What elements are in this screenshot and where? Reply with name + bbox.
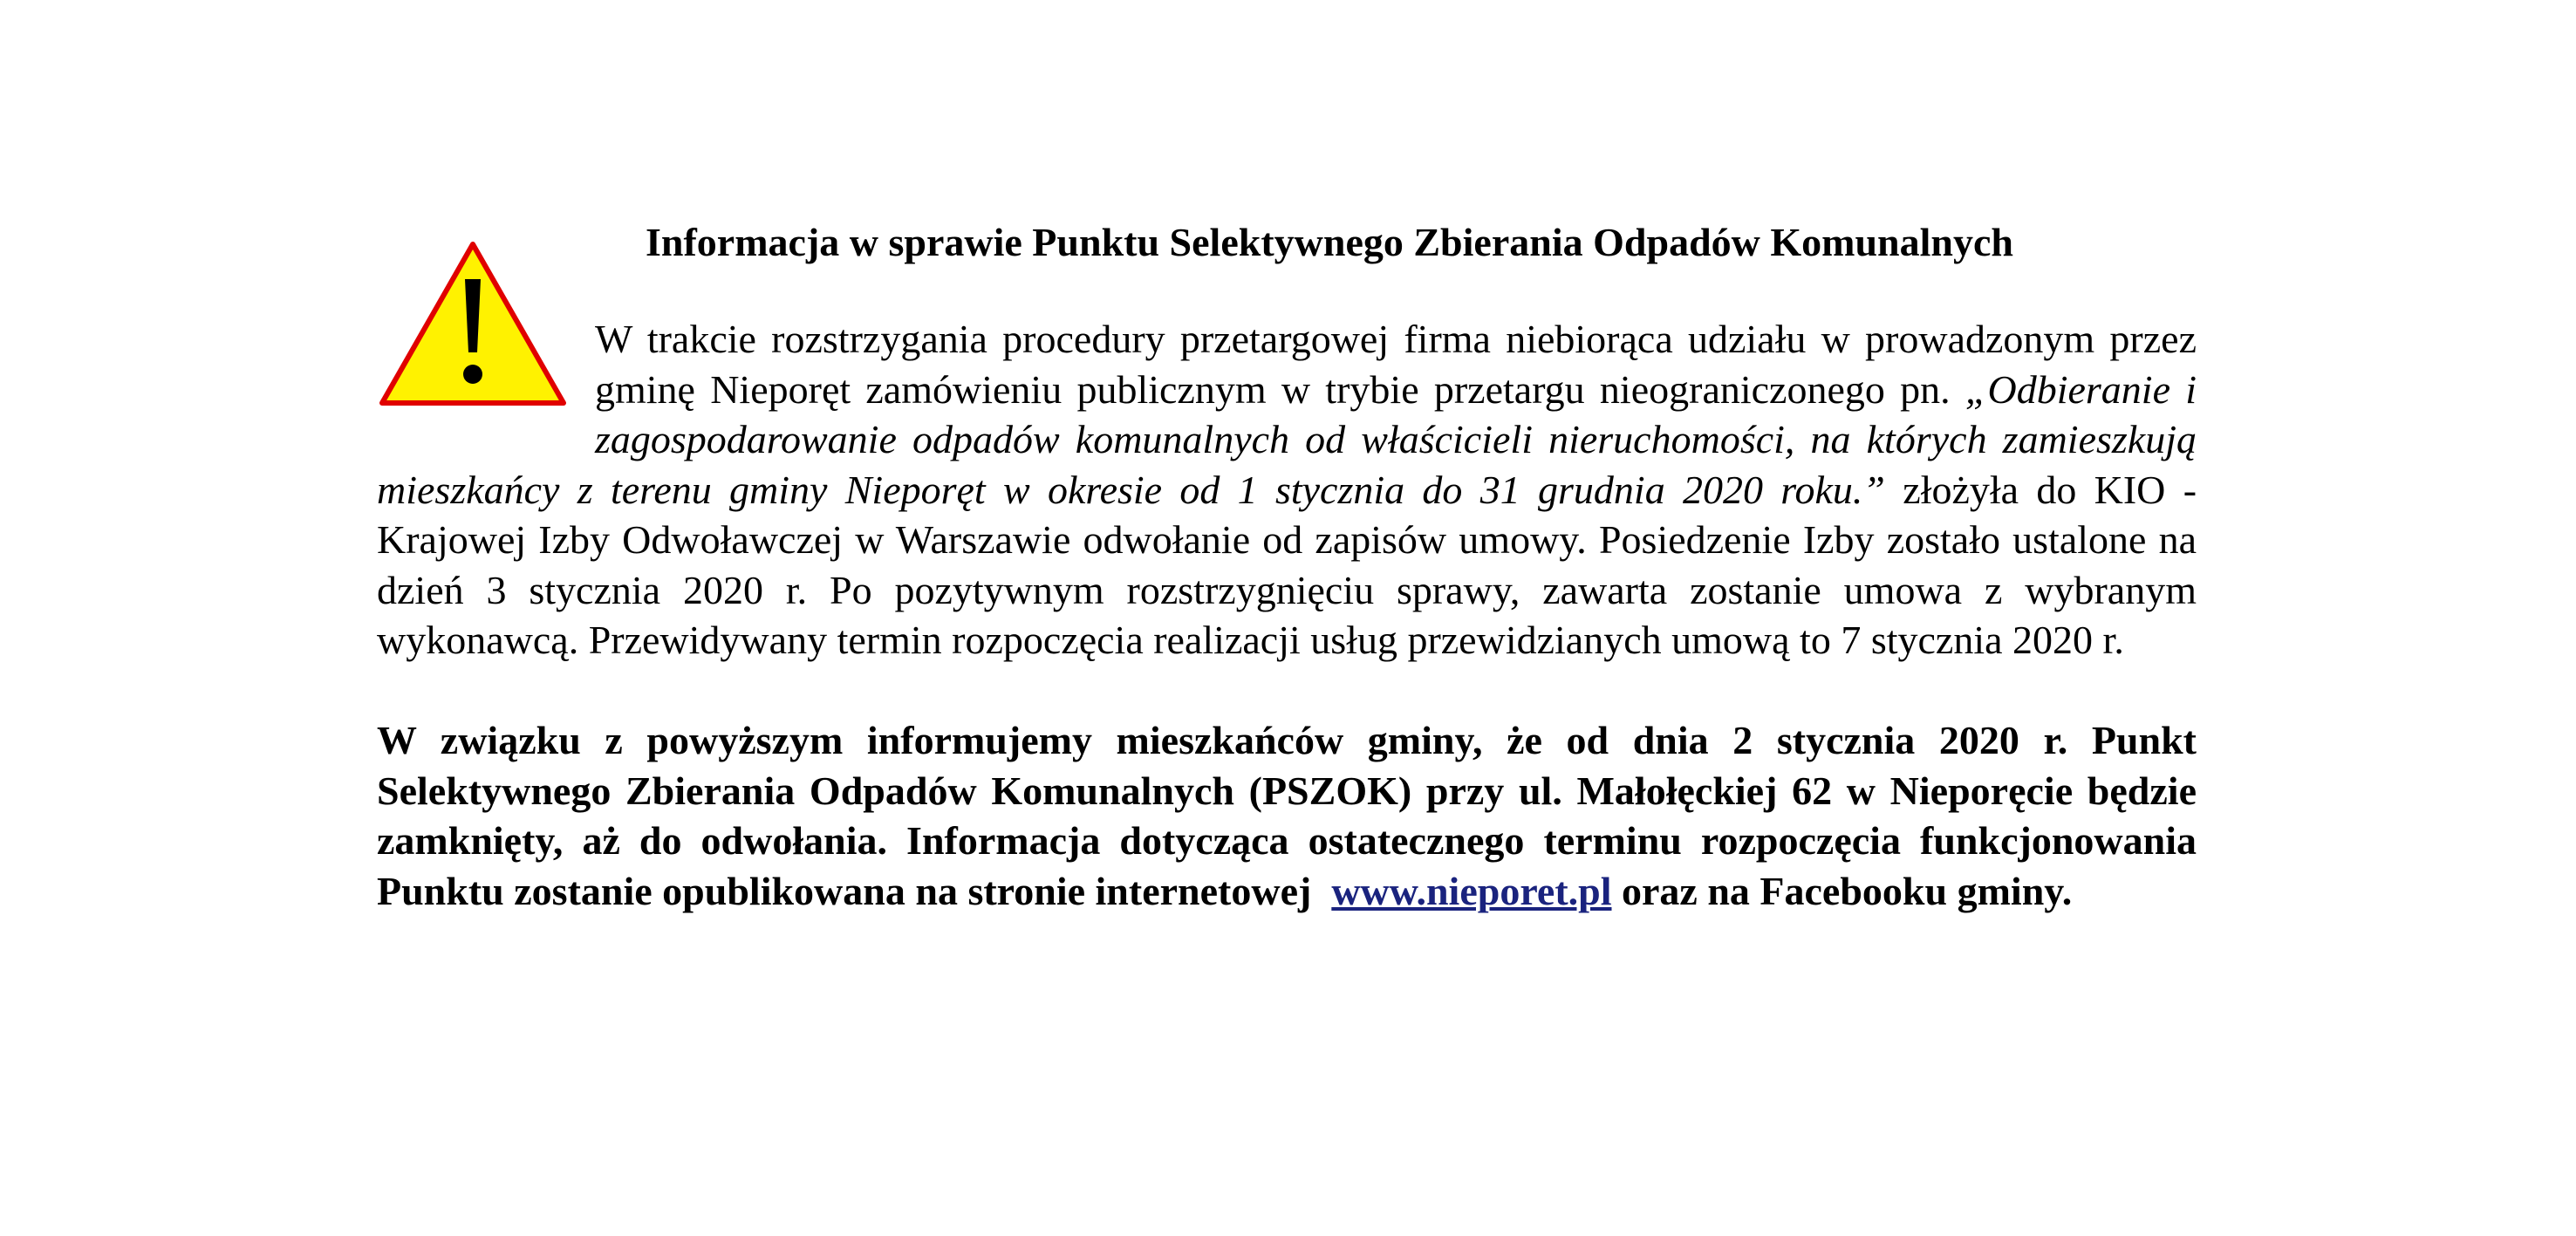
paragraph-procurement	[377, 314, 2197, 666]
paragraph-closure-notice	[377, 715, 2197, 916]
closure-tail: oraz na Facebooku gminy.	[1622, 868, 2073, 913]
document	[377, 216, 2197, 916]
website-link[interactable]: www.nieporet.pl	[1331, 868, 1612, 913]
tender-name-quote: „Odbieranie i zagospodarowanie odpadów komunalnych od właścicieli nieruchomości, na których zamieszkują mieszkańcy z terenu gminy Nieporęt w okresie od 1 stycznia do 31 grudnia 2020 roku.”	[377, 366, 2197, 512]
document-title: Informacja w sprawie Punktu Selektywnego Zbierania Odpadów Komunalnych	[646, 220, 2013, 264]
warning-triangle-icon	[377, 237, 569, 412]
paragraph-intro: W trakcie rozstrzygania procedury przetargowej firma niebiorąca udziału w prowadzonym przez gminę Nieporęt zamówieniu publicznym w trybie przetargu nieograniczonego pn.	[595, 317, 2197, 412]
paragraph-rest: złożyła do KIO - Krajowej Izby Odwoławczej w Warszawie odwołanie od zapisów umowy. Posiedzenie Izby zostało ustalone na dzień 3 stycznia 2020 r. Po pozytywnym rozstrzygnięciu sprawy, zawarta zostanie umowa z wybranym wykonawcą. Przewidywany termin rozpoczęcia realizacji usług przewidzianych umową to 7 stycznia 2020 r.	[377, 467, 2197, 662]
closure-text: W związku z powyższym informujemy mieszkańców gminy, że od dnia 2 stycznia 2020 r. Punkt Selektywnego Zbierania Odpadów Komunalnych (PSZOK) przy ul. Małołęckiej 62 w Nieporęcie będzie zamknięty, aż do odwołania. Informacja dotycząca ostatecznego terminu rozpoczęcia funkcjonowania Punktu zostanie opublikowana na stronie internetowej	[377, 718, 2197, 913]
